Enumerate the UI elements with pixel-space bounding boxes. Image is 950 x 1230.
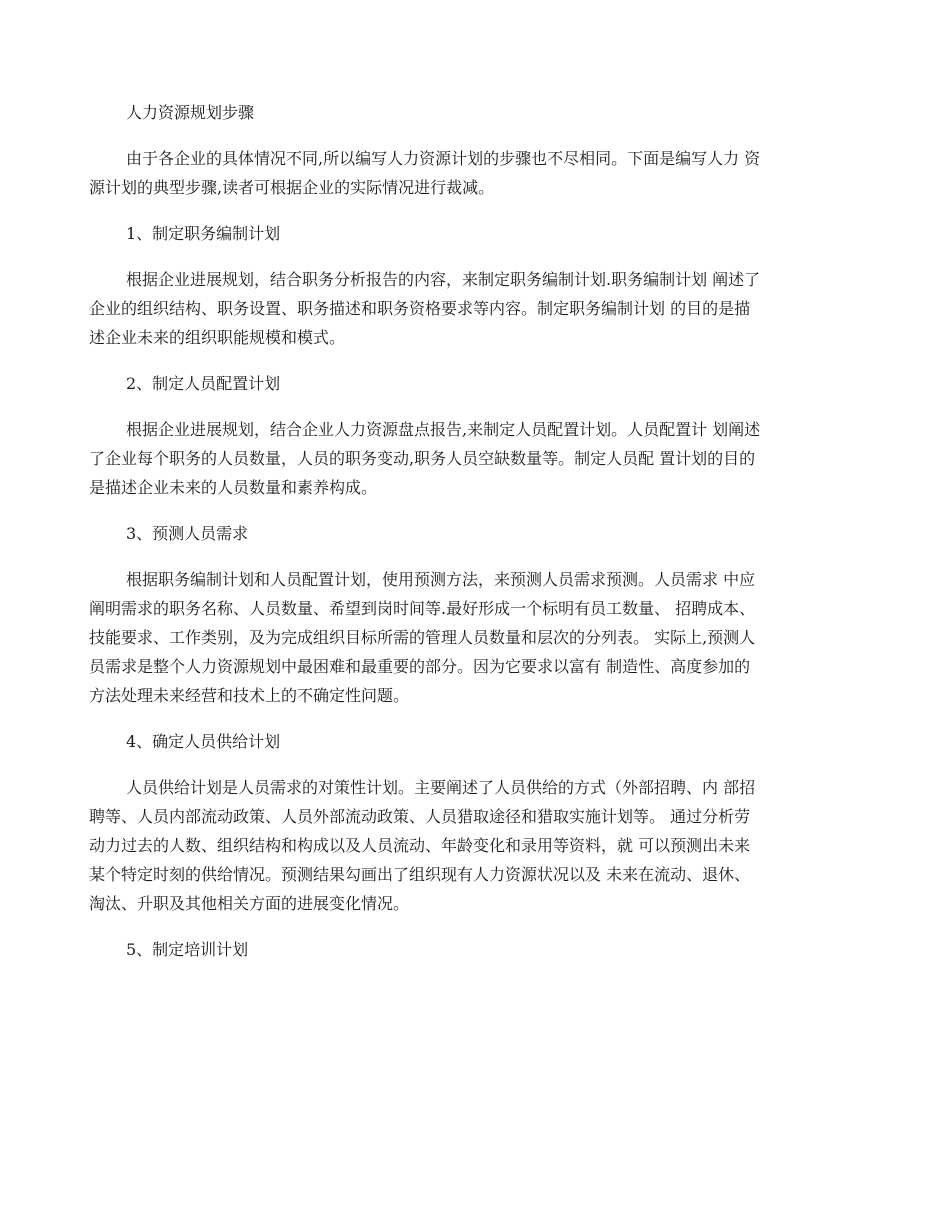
text-line: 根据企业进展规划，结合企业人力资源盘点报告,来制定人员配置计划。人员配置计 划阐述	[126, 420, 761, 439]
text-line: 方法处理未来经营和技术上的不确定性问题。	[89, 686, 410, 705]
section-paragraph-2	[89, 415, 859, 502]
text-line: 由于各企业的具体情况不同,所以编写人力资源计划的步骤也不尽相同。下面是编写人力 资	[126, 149, 761, 168]
document-body	[89, 98, 859, 981]
section-heading-5: 5、制定培训计划	[126, 940, 249, 959]
section-paragraph-4	[89, 773, 859, 918]
text-line: 员需求是整个人力资源规划中最困难和最重要的部分。因为它要求以富有 制造性、高度参加的	[89, 657, 751, 676]
text-line: 企业的组织结构、职务设置、职务描述和职务资格要求等内容。制定职务编制计划 的目的是描	[89, 299, 751, 318]
section-heading-1: 1、制定职务编制计划	[126, 224, 281, 243]
text-line: 根据企业进展规划，结合职务分析报告的内容，来制定职务编制计划.职务编制计划 阐述了	[126, 270, 761, 289]
text-line: 阐明需求的职务名称、人员数量、希望到岗时间等.最好形成一个标明有员工数量、 招聘成本、	[89, 599, 756, 618]
text-line: 技能要求、工作类别，及为完成组织目标所需的管理人员数量和层次的分列表。 实际上,预测人	[89, 628, 756, 647]
intro-paragraph	[89, 144, 859, 202]
section-heading-2: 2、制定人员配置计划	[126, 374, 281, 393]
section-heading-4: 4、确定人员供给计划	[126, 732, 281, 751]
document-title: 人力资源规划步骤	[126, 103, 255, 122]
text-line: 源计划的典型步骤,读者可根据企业的实际情况进行裁减。	[89, 178, 495, 197]
text-line: 聘等、人员内部流动政策、人员外部流动政策、人员猎取途径和猎取实施计划等。 通过分析劳	[89, 807, 751, 826]
section-heading-3: 3、预测人员需求	[126, 524, 249, 543]
section-paragraph-1	[89, 265, 859, 352]
text-line: 动力过去的人数、组织结构和构成以及人员流动、年龄变化和录用等资料，就 可以预测出未来	[89, 836, 751, 855]
text-line: 淘汰、升职及其他相关方面的进展变化情况。	[89, 894, 410, 913]
text-line: 人员供给计划是人员需求的对策性计划。主要阐述了人员供给的方式（外部招聘、内 部招	[126, 778, 756, 797]
section-paragraph-3	[89, 565, 859, 710]
text-line: 述企业未来的组织职能规模和模式。	[89, 328, 346, 347]
text-line: 某个特定时刻的供给情况。预测结果勾画出了组织现有人力资源状况以及 未来在流动、退休、	[89, 865, 751, 884]
text-line: 了企业每个职务的人员数量，人员的职务变动,职务人员空缺数量等。制定人员配 置计划的目的	[89, 449, 756, 468]
text-line: 是描述企业未来的人员数量和素养构成。	[89, 478, 378, 497]
text-line: 根据职务编制计划和人员配置计划，使用预测方法，来预测人员需求预测。人员需求 中应	[126, 570, 756, 589]
